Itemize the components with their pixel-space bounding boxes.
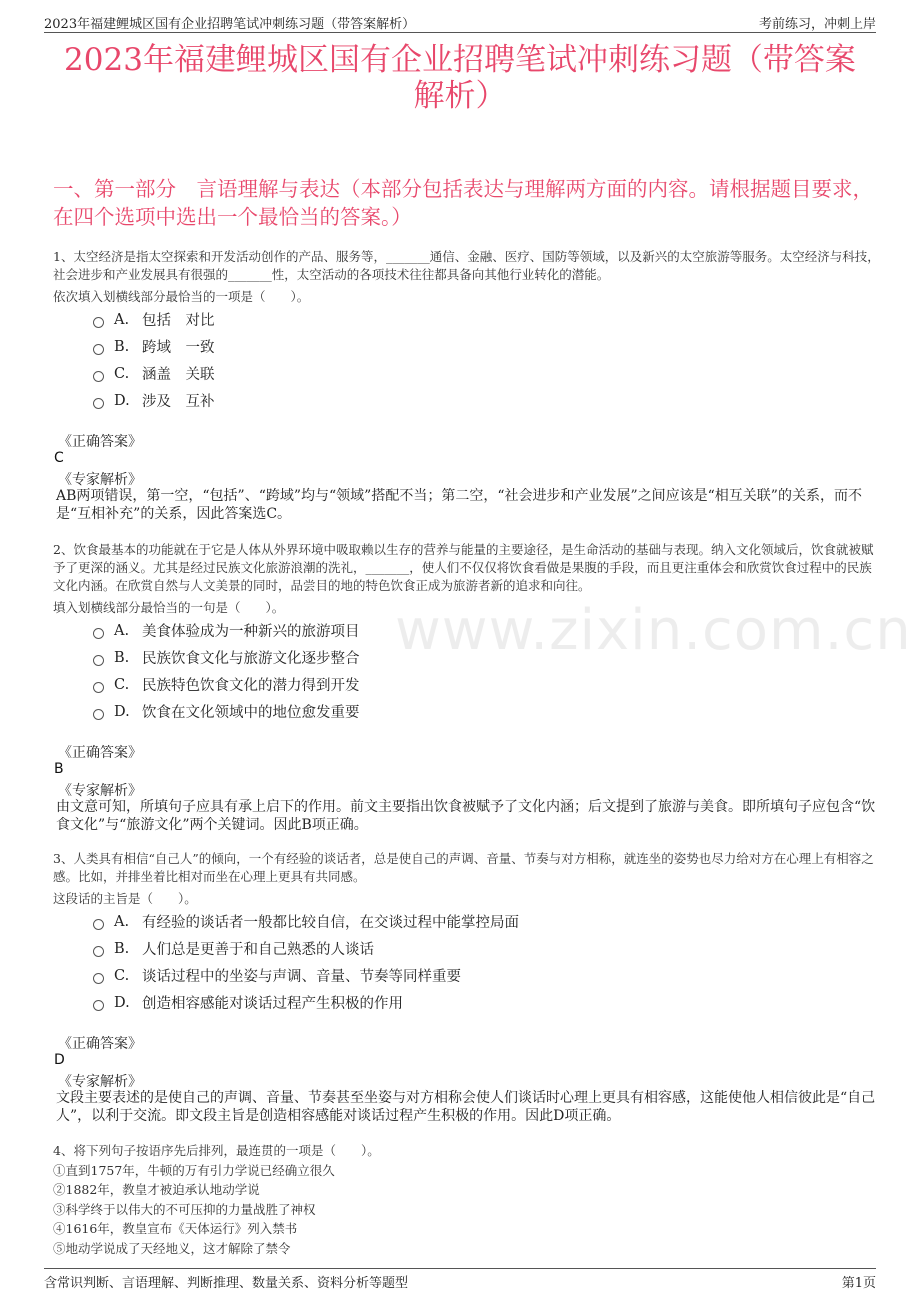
radio-icon[interactable] xyxy=(93,344,104,355)
question-3-analysis-label: 《专家解析》 xyxy=(58,1074,142,1090)
radio-icon[interactable] xyxy=(93,317,104,328)
question-1-prompt: 依次填入划横线部分最恰当的一项是（ ）。 xyxy=(53,289,310,304)
question-2-option-c[interactable]: C. 民族特色饮食文化的潜力得到开发 xyxy=(93,674,360,695)
question-1-option-c[interactable]: C. 涵盖 关联 xyxy=(93,363,215,384)
question-1-analysis-label: 《专家解析》 xyxy=(58,472,142,488)
question-4-stem: 4、将下列句子按语序先后排列，最连贯的一项是（ ）。 xyxy=(53,1143,380,1158)
question-1-answer: C xyxy=(54,450,64,466)
question-3-answer: D xyxy=(54,1052,65,1068)
radio-icon[interactable] xyxy=(93,973,104,984)
question-3-answer-label: 《正确答案》 xyxy=(58,1036,142,1052)
radio-icon[interactable] xyxy=(93,628,104,639)
question-1-answer-label: 《正确答案》 xyxy=(58,434,142,450)
question-4-line-1: ①直到1757年，牛顿的万有引力学说已经确立很久 xyxy=(53,1162,335,1178)
question-2-analysis-label: 《专家解析》 xyxy=(58,783,142,799)
page-header xyxy=(44,10,876,33)
footer-description: 含常识判断、言语理解、判断推理、数量关系、资料分析等题型 xyxy=(44,1276,409,1291)
question-3-text: 3、人类具有相信“自己人”的倾向，一个有经验的谈话者，总是使自己的声调、音量、节奏与对方相称，就连坐的姿势也尽力给对方在心理上有相容之感。比如，并排坐着比相对而坐在心理上更具有共同感。 xyxy=(53,851,874,884)
radio-icon[interactable] xyxy=(93,709,104,720)
radio-icon[interactable] xyxy=(93,398,104,409)
question-1-option-d[interactable]: D. 涉及 互补 xyxy=(93,390,215,411)
question-1-option-a[interactable]: A. 包括 对比 xyxy=(93,309,215,330)
question-2-option-b[interactable]: B. 民族饮食文化与旅游文化逐步整合 xyxy=(93,647,360,668)
question-4-line-4: ④1616年，教皇宣布《天体运行》列入禁书 xyxy=(53,1221,298,1237)
question-2-text: 2、饮食最基本的功能就在于它是人体从外界环境中吸取赖以生存的营养与能量的主要途径，是生命活动的基础与表现。纳入文化领域后，饮食就被赋予了更深的涵义。尤其是经过民族文化旅游浪潮的洗礼，_______，使人们不仅仅将饮食看做是果腹的手段，而且更注重体会和欣赏饮食过程中的民族文化内涵。在欣赏自然与人文美景的同时，品尝目的地的特色饮食正成为旅游者新的追求和向往。 xyxy=(53,542,874,593)
question-2-analysis: 由文意可知，所填句子应具有承上启下的作用。前文主要指出饮食被赋予了文化内涵；后文提到了旅游与美食。即所填句子应包含“饮食文化”与“旅游文化”两个关键词。因此B项正确。 xyxy=(56,799,876,833)
question-4 xyxy=(53,1141,880,1259)
question-3-option-d[interactable]: D. 创造相容感能对谈话过程产生积极的作用 xyxy=(93,992,403,1013)
question-2-option-a[interactable]: A. 美食体验成为一种新兴的旅游项目 xyxy=(93,620,360,641)
question-3-option-a[interactable]: A. 有经验的谈话者一般都比较自信，在交谈过程中能掌控局面 xyxy=(93,911,519,932)
question-3-analysis: 文段主要表述的是使自己的声调、音量、节奏甚至坐姿与对方相称会使人们谈话时心理上更具有相容感，这能使他人相信彼此是“自己人”，以利于交流。即文段主旨是创造相容感能对谈话过程产生积极的作用。因此D项正确。 xyxy=(56,1090,876,1124)
radio-icon[interactable] xyxy=(93,946,104,957)
page-footer xyxy=(44,1268,876,1291)
header-doc-title: 2023年福建鲤城区国有企业招聘笔试冲刺练习题（带答案解析） xyxy=(44,17,416,32)
radio-icon[interactable] xyxy=(93,655,104,666)
question-4-line-5: ⑤地动学说成了天经地义，这才解除了禁令 xyxy=(53,1240,291,1256)
page-number: 第1页 xyxy=(841,1276,876,1291)
radio-icon[interactable] xyxy=(93,682,104,693)
question-2-answer: B xyxy=(54,761,64,777)
question-3-option-b[interactable]: B. 人们总是更善于和自己熟悉的人谈话 xyxy=(93,938,374,959)
question-2-prompt: 填入划横线部分最恰当的一句是（ ）。 xyxy=(53,600,285,615)
question-3-prompt: 这段话的主旨是（ ）。 xyxy=(53,891,197,906)
question-3-option-c[interactable]: C. 谈话过程中的坐姿与声调、音量、节奏等同样重要 xyxy=(93,965,461,986)
question-4-line-3: ③科学终于以伟大的不可压抑的力量战胜了神权 xyxy=(53,1201,316,1217)
question-2-option-d[interactable]: D. 饮食在文化领域中的地位愈发重要 xyxy=(93,701,360,722)
question-1-option-b[interactable]: B. 跨域 一致 xyxy=(93,336,215,357)
question-2-answer-label: 《正确答案》 xyxy=(58,745,142,761)
watermark: www.zixin.com.cn xyxy=(395,598,912,663)
header-slogan: 考前练习，冲刺上岸 xyxy=(758,17,876,32)
radio-icon[interactable] xyxy=(93,1000,104,1011)
radio-icon[interactable] xyxy=(93,919,104,930)
document-title: 2023年福建鲤城区国有企业招聘笔试冲刺练习题（带答案解析） xyxy=(64,42,856,114)
radio-icon[interactable] xyxy=(93,371,104,382)
question-1-analysis: AB两项错误，第一空，“包括”、“跨域”均与“领域”搭配不当；第二空，“社会进步和产业发展”之间应该是“相互关联”的关系，而不是“互相补充”的关系，因此答案选C。 xyxy=(56,488,862,522)
section-heading: 一、第一部分 言语理解与表达（本部分包括表达与理解两方面的内容。请根据题目要求，在四个选项中选出一个最恰当的答案。） xyxy=(53,177,873,229)
question-4-line-2: ②1882年，教皇才被迫承认地动学说 xyxy=(53,1182,260,1198)
question-1-text: 1、太空经济是指太空探索和开发活动创作的产品、服务等，_______通信、金融、医疗、国防等领域，以及新兴的太空旅游等服务。太空经济与科技，社会进步和产业发展具有很强的_______性，太空活动的各项技术往往都具备向其他行业转化的潜能。 xyxy=(53,249,880,282)
